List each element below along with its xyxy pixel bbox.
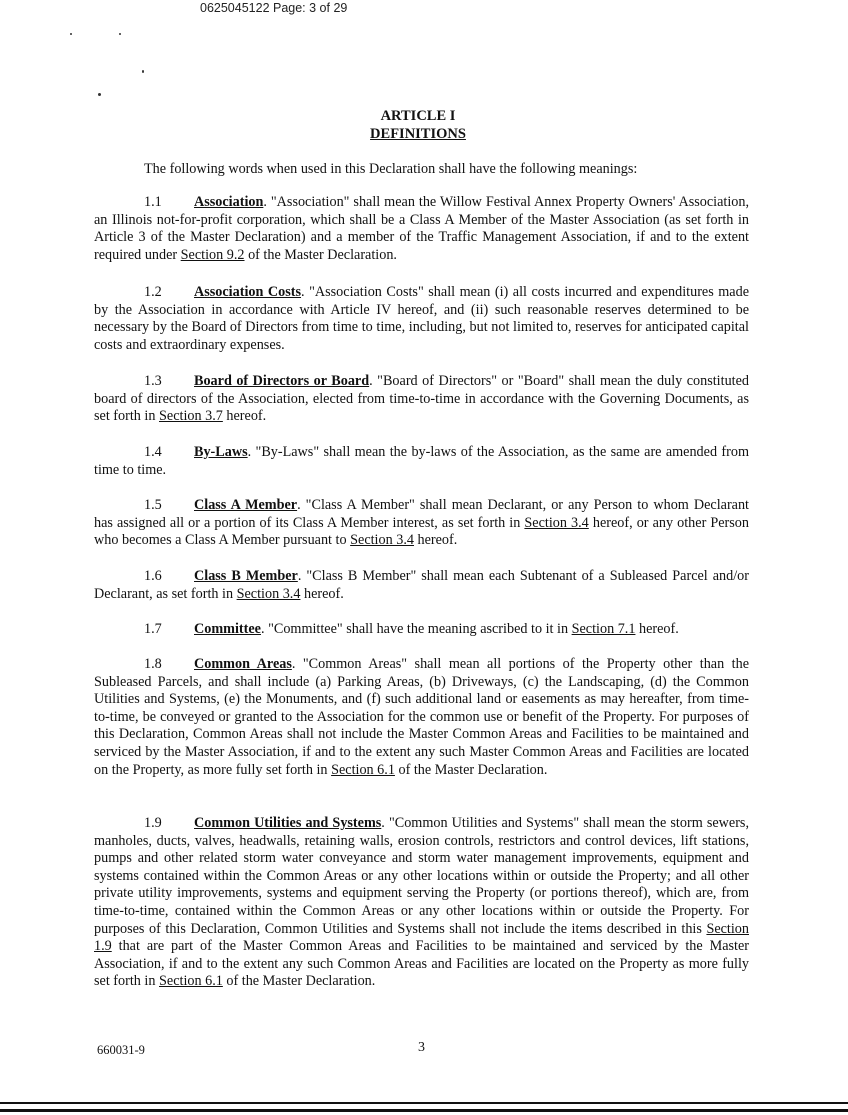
section-reference: Section 3.7	[159, 408, 223, 425]
definition-1-5	[94, 497, 749, 550]
definition-text: hereof.	[222, 408, 267, 425]
definition-number: 1.9	[144, 815, 162, 831]
definition-1-7	[94, 621, 749, 639]
definition-term: Association Costs	[194, 284, 302, 300]
definition-number: 1.2	[144, 284, 162, 300]
definition-term: Common Utilities and Systems	[194, 815, 382, 831]
definition-text: . "By-Laws" shall mean the by-laws of the Association, as the same are amended from time to time.	[94, 444, 749, 478]
section-reference: Section 6.1	[331, 761, 395, 778]
scan-speck	[142, 70, 144, 73]
definition-text: of the Master Declaration.	[222, 973, 376, 990]
definition-1-8	[94, 656, 749, 779]
definition-1-9	[94, 815, 749, 991]
definition-term: Board of Directors or Board	[194, 373, 370, 389]
definition-text: . "Class B Member" shall mean each Subtenant of a Subleased Parcel and/or Declarant, as set forth in	[94, 568, 749, 602]
definition-number: 1.6	[144, 568, 162, 584]
article-subtitle: DEFINITIONS	[370, 126, 466, 142]
scan-edge-line	[0, 1109, 848, 1112]
definition-1-4	[94, 444, 749, 479]
section-reference: Section 9.2	[180, 246, 245, 263]
definition-1-1	[94, 194, 749, 264]
definition-text: . "Committee" shall have the meaning ascribed to it in	[260, 621, 572, 637]
section-reference: Section 1.9	[94, 920, 749, 955]
page-number: 3	[418, 1040, 425, 1055]
definition-term: Association	[194, 194, 264, 210]
section-reference: Section 6.1	[159, 973, 223, 990]
section-reference: Section 3.4	[350, 532, 414, 549]
definition-term: Committee	[194, 621, 261, 637]
definition-term: By-Laws	[194, 444, 248, 460]
definition-text: of the Master Declaration.	[244, 246, 397, 263]
definition-text: hereof.	[413, 532, 458, 549]
definition-number: 1.1	[144, 194, 162, 210]
definition-text: . "Common Areas" shall mean all portions of the Property other than the Subleased Parcels, and shall include (a) Parking Areas, (b) Driveways, (c) the Landscaping, (d) the Common Utilities and Systems, (e) the Monuments, and (f) such additional land or easements as may hereafter, from time-to-time, be conveyed or granted to the Association for the common use or benefit of the Property. For purposes of this Declaration, Common Areas shall not include the Master Common Areas and Facilities to be maintained and serviced by the Master Association, if and to the extent any such Master Common Areas and Facilities are located on the Property, as more fully set forth in	[94, 656, 749, 778]
definition-number: 1.8	[144, 656, 162, 672]
definition-text: hereof.	[300, 585, 344, 602]
document-id: 660031-9	[97, 1043, 145, 1057]
section-reference: Section 3.4	[524, 514, 589, 531]
definition-1-2	[94, 284, 749, 354]
definition-1-6	[94, 568, 749, 603]
definition-term: Class B Member	[194, 568, 298, 584]
scan-speck	[70, 33, 72, 35]
definition-number: 1.4	[144, 444, 162, 460]
definition-text: . "Common Utilities and Systems" shall mean the storm sewers, manholes, ducts, valves, headwalls, retaining walls, erosion controls, restrictors and control devices, lift stations, pumps and other related storm water conveyance and storm water management improvements, equipment and systems contained within the Common Areas or any other locations within or outside the Property; and all other private utility improvements, systems and equipment serving the Property (or portions thereof), which are, from time-to-time, contained within the Common Areas or any other locations within or outside the Property. For purposes of this Declaration, Common Utilities and Systems shall not include the items described in this	[94, 815, 749, 937]
definition-text: . "Association Costs" shall mean (i) all costs incurred and expenditures made by the Association in accordance with Article IV hereof, and (ii) such reasonable reserves determined to be necessary by the Board of Directors from time to time, including, but not limited to, reserves for anticipated capital costs and extraordinary expenses.	[94, 284, 749, 353]
definition-number: 1.7	[144, 621, 162, 637]
definition-term: Class A Member	[194, 497, 298, 513]
definition-text: of the Master Declaration.	[394, 761, 548, 778]
definition-text: . "Association" shall mean the Willow Festival Annex Property Owners' Association, an Illinois not-for-profit corporation, which shall be a Class A Member of the Master Association (as set forth in Article 3 of the Master Declaration) and a member of the Traffic Management Association, if and to the extent required under	[94, 194, 749, 263]
definition-text: that are part of the Master Common Areas and Facilities to be maintained and serviced by the Master Association, if and to the extent any such Common Areas and Facilities are located on the Property as more fully set forth in	[94, 938, 749, 990]
definition-text: . "Class A Member" shall mean Declarant, or any Person to whom Declarant has assigned all or a portion of its Class A Member interest, as set forth in	[94, 497, 749, 531]
definition-1-3	[94, 373, 749, 426]
definition-text: hereof, or any other Person who becomes a Class A Member pursuant to	[94, 514, 749, 549]
article-title: ARTICLE I	[380, 108, 456, 124]
definition-text: hereof.	[635, 621, 679, 637]
definition-text: . "Board of Directors" or "Board" shall mean the duly constituted board of directors of the Association, elected from time-to-time in accordance with the Governing Documents, as set forth in	[94, 373, 749, 425]
definition-number: 1.3	[144, 373, 162, 389]
scan-speck	[98, 93, 101, 96]
article-heading	[0, 107, 836, 143]
recording-stamp: 0625045122 Page: 3 of 29	[200, 1, 348, 15]
section-reference: Section 7.1	[571, 621, 636, 637]
definition-number: 1.5	[144, 497, 162, 513]
section-reference: Section 3.4	[236, 585, 301, 602]
definition-term: Common Areas	[194, 656, 292, 672]
scan-speck	[119, 33, 121, 35]
intro-text: The following words when used in this Declaration shall have the following meanings:	[144, 161, 638, 177]
scan-edge-line	[0, 1102, 848, 1104]
